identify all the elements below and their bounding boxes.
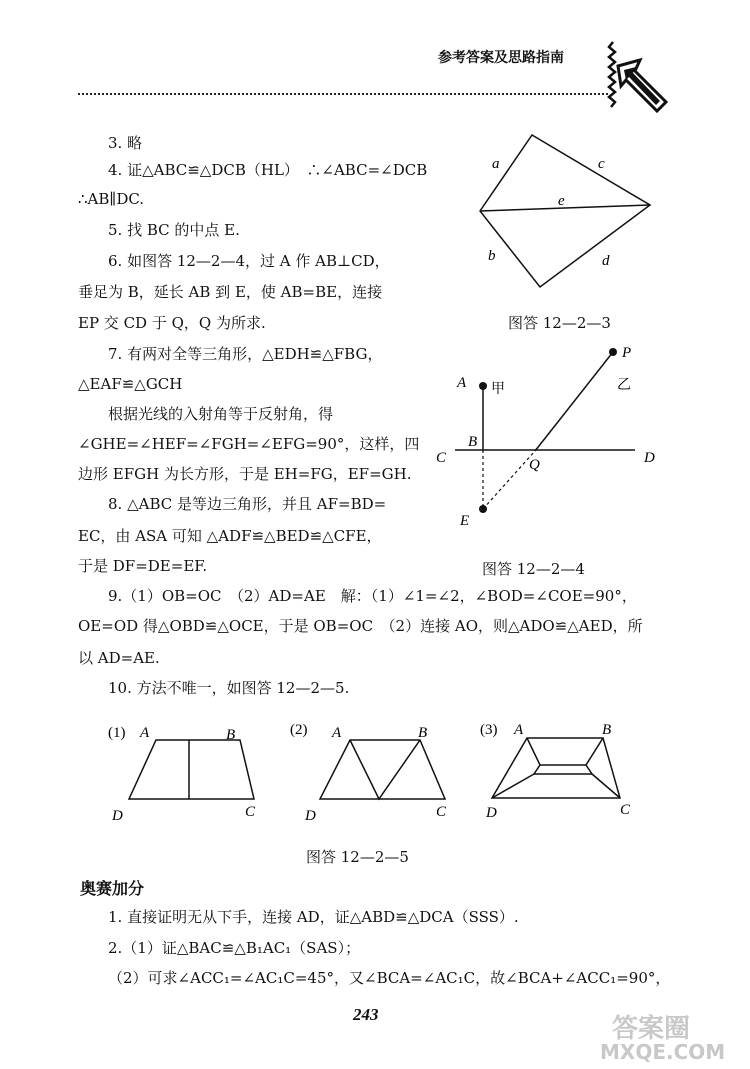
answer-6-line3: EP 交 CD 于 Q，Q 为所求.: [78, 314, 266, 332]
caption-12-2-3: 图答 12—2—3: [508, 314, 611, 332]
panel-1: [108, 725, 256, 824]
label-b: B: [468, 434, 478, 450]
label-jia: 甲: [491, 381, 505, 397]
label-d: D: [644, 450, 655, 466]
label-q: Q: [529, 457, 540, 473]
label-b: B: [226, 727, 236, 743]
caption-12-2-5: 图答 12—2—5: [306, 848, 409, 866]
label-e: E: [460, 513, 470, 529]
label-p: P: [622, 345, 632, 361]
label-c: C: [436, 450, 447, 466]
label-e: e: [558, 193, 565, 209]
label-c: c: [598, 156, 605, 172]
answer-6-line1: 6. 如图答 12—2—4，过 A 作 AB⊥CD，: [108, 252, 390, 270]
label-d: D: [112, 808, 123, 824]
label-d: D: [305, 808, 316, 824]
answer-3: 3. 略: [108, 134, 143, 152]
answer-6-line2: 垂足为 B，延长 AB 到 E，使 AB=BE，连接: [78, 283, 383, 301]
label-a: a: [492, 156, 500, 172]
label-a: A: [140, 725, 150, 741]
segment-eq: [483, 451, 535, 509]
answer-8-line1: 8. △ABC 是等边三角形，并且 AF=BD=: [108, 495, 387, 513]
diagonal-e: [480, 205, 650, 211]
label-b: b: [488, 248, 496, 264]
segment-qp: [535, 352, 613, 451]
figure-12-2-4: [430, 335, 670, 535]
label-d: d: [602, 253, 610, 269]
label-c: C: [245, 804, 256, 820]
header-arrow-icon: [600, 40, 680, 120]
answer-9-line3: 以 AD=AE.: [78, 649, 160, 667]
answer-9-line1: 9.（1）OB=OC （2）AD=AE 解：（1）∠1=∠2，∠BOD=∠COE=90°，: [108, 587, 637, 605]
header-divider: [78, 93, 608, 95]
watermark-url: MXQE.COM: [600, 1040, 726, 1064]
label-c: C: [436, 804, 447, 820]
bonus-answer-1: 1. 直接证明无从下手，连接 AD，证△ABD≌△DCA（SSS）.: [108, 908, 519, 926]
label-yi: 乙: [617, 377, 631, 393]
bonus-section-title: 奥赛加分: [80, 879, 145, 898]
answer-10: 10. 方法不唯一，如图答 12—2—5.: [108, 679, 350, 697]
bonus-answer-2-line2: （2）可求∠ACC₁=∠AC₁C=45°，又∠BCA=∠AC₁C，故∠BCA+∠ACC₁=90°，: [108, 969, 671, 987]
panel-number: (3): [480, 722, 498, 738]
quadrilateral-shape: [480, 135, 650, 287]
inner-shape-3: [534, 765, 592, 774]
label-d: D: [486, 805, 497, 821]
answer-7-line4: ∠GHE=∠HEF=∠FGH=∠EFG=90°，这样，四: [78, 435, 420, 453]
panel-3: [480, 722, 631, 821]
figure-12-2-3: [470, 130, 670, 310]
point-e: [479, 505, 487, 513]
trapezoid-2: [320, 740, 445, 799]
label-a: A: [514, 722, 524, 738]
answer-7-line3: 根据光线的入射角等于反射角，得: [108, 405, 334, 423]
answer-4-line1: 4. 证△ABC≌△DCB（HL） ∴∠ABC=∠DCB: [108, 161, 428, 179]
header-title: 参考答案及思路指南: [438, 50, 564, 66]
answer-7-line1: 7. 有两对全等三角形，△EDH≌△FBG，: [108, 345, 383, 363]
label-b: B: [602, 722, 612, 738]
bonus-answer-2-line1: 2.（1）证△BAC≌△B₁AC₁（SAS）；: [108, 939, 361, 957]
point-a: [479, 382, 487, 390]
answer-4-line2: ∴AB∥DC.: [78, 190, 145, 208]
figure-12-2-5: [100, 712, 660, 827]
trapezoid-1: [129, 740, 254, 799]
panel-number: (2): [290, 722, 308, 738]
answer-8-line2: EC，由 ASA 可知 △ADF≌△BED≌△CFE，: [78, 527, 382, 545]
label-c: C: [620, 802, 631, 818]
label-a: A: [332, 725, 342, 741]
answer-5: 5. 找 BC 的中点 E.: [108, 221, 240, 239]
point-p: [609, 348, 617, 356]
page-number: 243: [353, 1005, 379, 1024]
answer-8-line3: 于是 DF=DE=EF.: [78, 557, 208, 575]
answer-7-line5: 边形 EFGH 为长方形，于是 EH=FG，EF=GH.: [78, 465, 412, 483]
panel-number: (1): [108, 725, 126, 741]
caption-12-2-4: 图答 12—2—4: [482, 560, 585, 578]
trapezoid-3: [492, 738, 620, 798]
answer-9-line2: OE=OD 得△OBD≌△OCE，于是 OB=OC （2）连接 AO，则△ADO≌△AED，所: [78, 617, 643, 635]
watermark-logo: 答案圈: [612, 1014, 691, 1044]
answer-7-line2: △EAF≌△GCH: [78, 375, 183, 393]
label-b: B: [418, 725, 428, 741]
divider-lines-2: [350, 740, 420, 799]
panel-2: [290, 722, 447, 824]
label-a: A: [457, 375, 467, 391]
